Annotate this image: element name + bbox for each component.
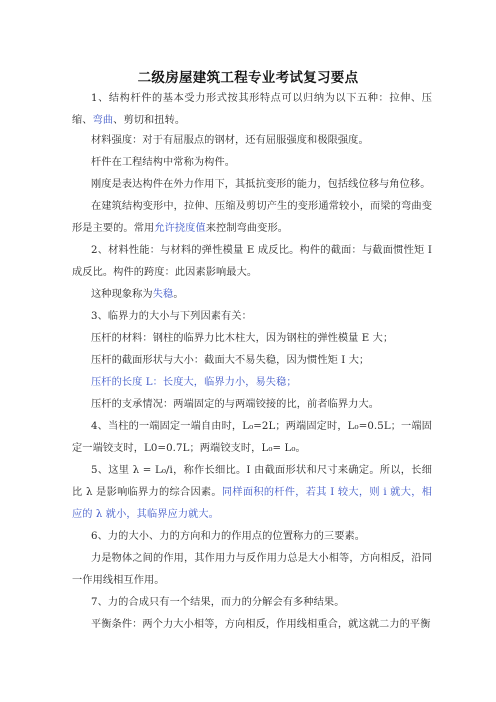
paragraph-16 — [72, 548, 432, 592]
highlighted-text: 压杆的长度 L：长度大，临界力小，易失稳； — [91, 377, 297, 388]
text-run: 在建筑结构变形中，拉伸、压缩及剪切产生的变形通常较小，而梁的弯曲变形是主要的。常用 — [72, 201, 432, 234]
text-run: 1、结构杆件的基本受力形式按其形特点可以归纳为以下五种：拉伸、压缩、 — [72, 93, 432, 126]
paragraph-9 — [72, 328, 432, 350]
text-run: 来控制弯曲变形。 — [205, 223, 289, 234]
text-run: 力是物体之间的作用，其作用力与反作用力总是大小相等，方向相反，沿同一作用线相互作用。 — [72, 553, 432, 586]
text-run: 材料强度：对于有屈服点的钢材，还有屈服强度和极限强度。 — [91, 135, 369, 146]
paragraph-7 — [72, 284, 432, 306]
paragraph-10 — [72, 350, 432, 372]
text-run: 这种现象称为 — [91, 289, 153, 300]
paragraph-5 — [72, 196, 432, 240]
highlighted-text: 同样面积的杆件，若其 I 较大，则 i 就大，相应的 λ 就小，其临界应力就大。 — [72, 487, 432, 520]
text-run: 杆件在工程结构中常称为构件。 — [91, 157, 236, 168]
highlighted-text: 失稳 — [152, 289, 174, 300]
text-run: 3、临界力的大小与下列因素有关： — [91, 311, 252, 322]
paragraph-15 — [72, 526, 432, 548]
text-run: 5、这里 λ = L₀/i，称作长细比。I 由截面形状和尺寸来确定。所以，长细比 λ 是影响临界力的综合因素。 — [72, 465, 432, 498]
paragraph-13 — [72, 416, 432, 460]
paragraph-14 — [72, 460, 432, 526]
paragraph-8 — [72, 306, 432, 328]
highlighted-text: 弯曲 — [92, 115, 114, 126]
text-run: 平衡条件：两个力大小相等，方向相反，作用线相重合，就这就二力的平衡 — [91, 619, 431, 630]
text-run: 压杆的截面形状与大小：截面大不易失稳，因为惯性矩 I 大； — [91, 355, 370, 366]
text-run: 6、力的大小、力的方向和力的作用点的位置称力的三要素。 — [91, 531, 366, 542]
text-run: 刚度是表达构件在外力作用下，其抵抗变形的能力，包括线位移与角位移。 — [91, 179, 431, 190]
paragraph-11 — [72, 372, 432, 394]
document-title: 二级房屋建筑工程专业考试复习要点 — [137, 70, 359, 86]
paragraph-6 — [72, 240, 432, 284]
paragraph-4 — [72, 174, 432, 196]
paragraph-2 — [72, 130, 432, 152]
text-run: 4、当柱的一端固定一端自由时，L₀=2L；两端固定时，L₀=0.5L；一端固定一端铰支时，L0=0.7L；两端铰支时，L₀= L₀。 — [72, 421, 432, 454]
highlighted-text: 允许挠度值 — [154, 223, 206, 234]
text-run: 压杆的材料：钢柱的临界力比木柱大，因为钢柱的弹性模量 E 大； — [91, 333, 394, 344]
paragraph-17 — [72, 592, 432, 614]
text-run: 7、力的合成只有一个结果，而力的分解会有多种结果。 — [91, 597, 345, 608]
paragraph-1 — [72, 88, 432, 132]
text-run: 压杆的支承情况：两端固定的与两端铰接的比，前者临界力大。 — [91, 399, 380, 410]
paragraph-3 — [72, 152, 432, 174]
text-run: 、剪切和扭转。 — [113, 115, 186, 126]
paragraph-12 — [72, 394, 432, 416]
text-run: 。 — [173, 289, 184, 300]
text-run: 2、材料性能：与材料的弹性模量 E 成反比。构件的截面：与截面惯性矩 I 成反比。构件的跨度：此因素影响最大。 — [72, 245, 432, 278]
paragraph-18 — [72, 614, 432, 636]
